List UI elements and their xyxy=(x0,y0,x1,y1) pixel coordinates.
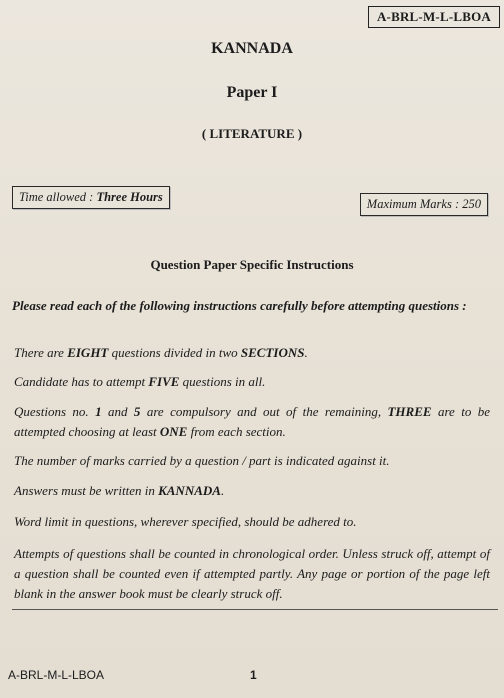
instruction-marks: The number of marks carried by a question / part is indicated against it. xyxy=(14,453,390,468)
marks-label: Maximum Marks : xyxy=(366,197,463,211)
footer-paper-code: A-BRL-M-L-LBOA xyxy=(8,668,105,682)
instruction-word-limit: Word limit in questions, wherever specified, should be adhered to. xyxy=(14,514,357,529)
time-label: Time allowed : xyxy=(19,190,97,204)
instruction-eight-questions: There are EIGHT questions divided in two SECTIONS. xyxy=(14,345,308,360)
section-name: ( LITERATURE ) xyxy=(201,126,303,141)
instructions-title: Question Paper Specific Instructions xyxy=(150,257,354,272)
instruction-attempt-five: Candidate has to attempt FIVE questions in all. xyxy=(14,374,266,389)
paper-code-box xyxy=(368,6,500,28)
instruction-language: Answers must be written in KANNADA. xyxy=(14,483,225,498)
marks-value: 250 xyxy=(462,197,481,211)
instruction-attempt-order: Attempts of questions shall be counted in chronological order. Unless struck off, attempt of a question shall be counted even if attempted partly. Any page or portion of the page left blank in the answer book must be clearly struck off. xyxy=(14,546,490,601)
page-number: 1 xyxy=(250,668,257,682)
time-allowed-box xyxy=(12,186,170,209)
instructions-intro: Please read each of the following instructions carefully before attempting questions : xyxy=(12,298,467,313)
divider-line xyxy=(12,609,498,610)
paper-number: Paper I xyxy=(226,84,278,101)
paper-code: A-BRL-M-L-LBOA xyxy=(376,9,491,24)
instruction-compulsory: Questions no. 1 and 5 are compulsory and out of the remaining, THREE are to be attempted choosing at least ONE from each section. xyxy=(14,404,491,439)
max-marks-box xyxy=(360,193,488,216)
subject-title: KANNADA xyxy=(211,40,293,57)
time-value: Three Hours xyxy=(96,190,163,204)
